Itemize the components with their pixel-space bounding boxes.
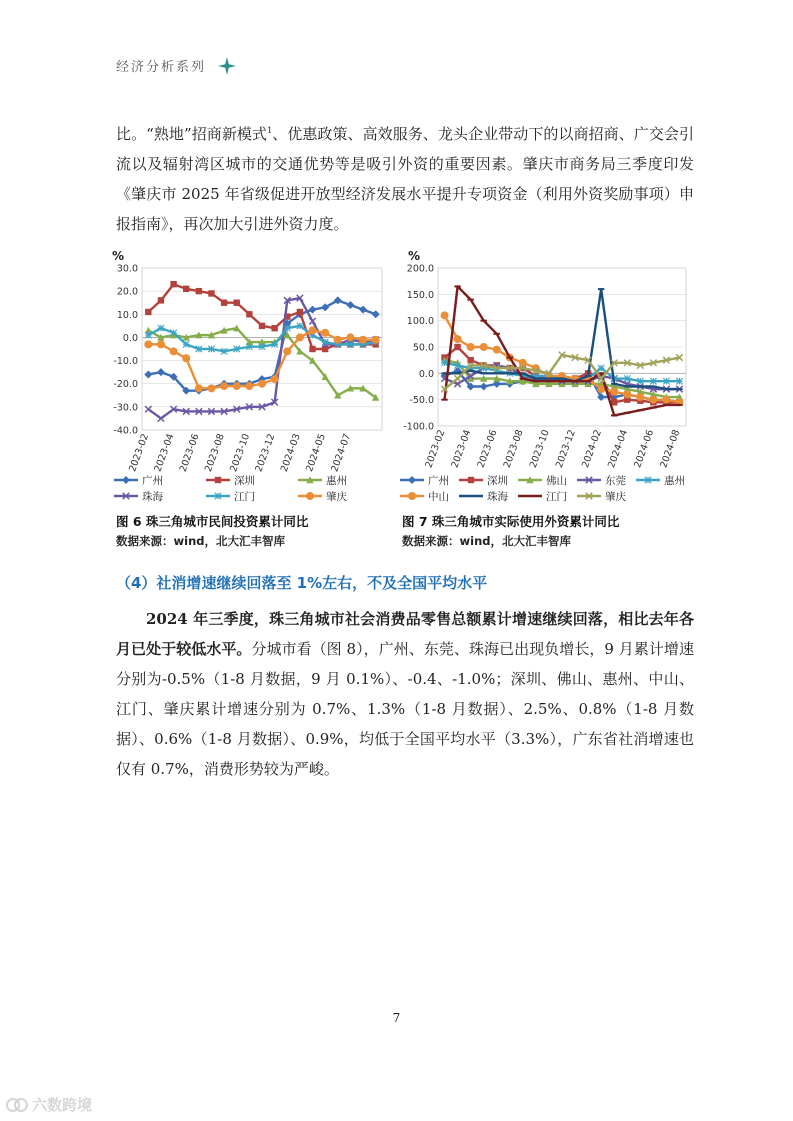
- y-tick-label: -40.0: [113, 425, 138, 437]
- y-tick-label: 30.0: [116, 263, 138, 275]
- data-point: [610, 388, 618, 396]
- page-header: [116, 56, 236, 75]
- y-tick-label: 0.0: [122, 332, 138, 344]
- section-heading: （4）社消增速继续回落至 1%左右，不及全国平均水平: [116, 574, 488, 592]
- y-tick-label: 150.0: [406, 289, 434, 301]
- data-point: [454, 375, 460, 381]
- data-point: [221, 348, 227, 354]
- legend-item: [577, 474, 626, 487]
- y-tick-label: 50.0: [412, 342, 434, 354]
- y-tick-label: 100.0: [406, 316, 434, 328]
- figure-7-caption: 图 7 珠三角城市实际使用外资累计同比: [402, 514, 620, 529]
- data-point: [145, 309, 151, 315]
- data-point: [467, 343, 475, 351]
- legend-label: 肇庆: [326, 491, 347, 503]
- x-tick-label: 2023-12: [253, 432, 278, 474]
- data-point: [144, 370, 152, 378]
- legend-item: [459, 474, 508, 487]
- paragraph-body: 分城市看（图 8），广州、东莞、珠海已出现负增长，9 月累计增速分别为-0.5%（1-8 月数据，9 月 0.1%）、-0.4、-1.0%；深圳、佛山、惠州、中山、江门、肇庆累计增速分别为 0.7%、1.3%（1-8 月数据）、2.5%、0.8%（1-8 月数据）、0.6%（1-8 月数据）、0.9%，均低于全国平均水平（3.3%），广东省社消增速也仅有 0.7%，消费形势较为严峻。: [116, 640, 694, 778]
- watermark: [6, 1094, 92, 1115]
- figure-6-caption: 图 6 珠三角城市民间投资累计同比: [116, 514, 309, 529]
- data-point: [636, 393, 644, 401]
- y-tick-label: 0.0: [418, 368, 434, 380]
- data-point: [359, 306, 367, 314]
- legend-marker: [215, 477, 221, 483]
- data-point: [259, 323, 265, 329]
- x-tick-label: 2024-05: [304, 432, 328, 474]
- y-tick-label: 200.0: [406, 263, 434, 275]
- data-point: [321, 329, 329, 337]
- data-point: [480, 343, 488, 351]
- legend-marker: [306, 492, 314, 500]
- legend-item: [298, 490, 347, 503]
- data-point: [220, 382, 228, 390]
- legend-label: 惠州: [326, 475, 347, 487]
- data-point: [271, 375, 279, 383]
- x-tick-label: 2024-03: [278, 432, 303, 474]
- data-point: [158, 297, 164, 303]
- y-tick-label: -20.0: [113, 379, 138, 391]
- page-number: 7: [392, 1011, 401, 1025]
- x-tick-label: 2023-06: [475, 428, 500, 470]
- legend-marker: [122, 476, 130, 484]
- data-point: [170, 330, 176, 336]
- y-tick-label: -100.0: [403, 421, 434, 433]
- data-point: [309, 306, 317, 314]
- footnote-marker: 1: [267, 126, 273, 135]
- data-point: [372, 310, 380, 318]
- legend-marker: [645, 477, 651, 483]
- y-unit-label: %: [112, 249, 125, 263]
- legend-marker: [408, 492, 416, 500]
- data-point: [359, 336, 367, 344]
- x-tick-label: 2023-02: [127, 432, 152, 474]
- data-point: [623, 390, 631, 398]
- legend-label: 深圳: [234, 475, 255, 487]
- data-point: [158, 325, 164, 331]
- data-point: [145, 332, 151, 338]
- legend-item: [400, 474, 449, 487]
- logo-icon: [6, 1097, 28, 1113]
- series-line: [445, 286, 680, 415]
- legend-marker: [468, 477, 474, 483]
- data-point: [157, 368, 165, 376]
- data-point: [207, 384, 215, 392]
- y-tick-label: 10.0: [116, 309, 138, 321]
- legend-item: [206, 490, 255, 503]
- paragraph-bold-lead: 2024 年三季度，珠三角城市社会消费品零售总额累计增速继续回落，相比去年各月已处于较低水平。: [116, 610, 694, 658]
- data-point: [183, 286, 189, 292]
- data-point: [663, 378, 669, 384]
- chart-figure-6: [108, 244, 388, 510]
- legend-label: 珠海: [142, 491, 163, 503]
- data-point: [309, 326, 317, 334]
- x-tick-label: 2023-08: [203, 432, 227, 474]
- paragraph-text-part2: 、优惠政策、高效服务、龙头企业带动下的以商招商、广交会引流以及辐射湾区城市的交通优势等是吸引外资的重要因素。肇庆市商务局三季度印发《肇庆市 2025 年省级促进开放型经济发展水平提升专项资金（利用外资奖励事项）申报指南》，再次加大引进外资力度。: [116, 125, 694, 233]
- data-point: [347, 341, 353, 347]
- data-point: [158, 415, 164, 421]
- data-point: [334, 336, 342, 344]
- series-珠海: [145, 295, 379, 422]
- x-tick-label: 2024-07: [329, 432, 354, 474]
- legend-item: [459, 490, 508, 503]
- legend-label: 东莞: [605, 475, 626, 487]
- x-tick-label: 2023-12: [553, 428, 578, 470]
- legend-label: 珠海: [487, 491, 508, 503]
- chart-figure-7: [398, 244, 698, 510]
- data-point: [454, 362, 460, 368]
- legend-label: 佛山: [546, 475, 567, 487]
- data-point: [676, 378, 682, 384]
- figure-7-source: 数据来源：wind，北大汇丰智库: [402, 534, 571, 548]
- y-unit-label: %: [408, 249, 421, 263]
- data-point: [233, 382, 241, 390]
- paragraph-text-part1: 比。“熟地”招商新模式: [116, 125, 268, 143]
- watermark-text: 六数跨境: [32, 1096, 93, 1114]
- chart-6-svg: [108, 244, 388, 506]
- data-point: [454, 344, 460, 350]
- data-point: [246, 311, 252, 317]
- x-tick-label: 2023-04: [449, 428, 474, 470]
- x-tick-label: 2023-10: [228, 432, 253, 474]
- x-tick-label: 2024-04: [606, 428, 631, 470]
- data-point: [245, 382, 253, 390]
- series-惠州: [145, 324, 380, 400]
- legend-item: [298, 474, 347, 487]
- x-tick-label: 2023-10: [527, 428, 552, 470]
- data-point: [296, 333, 304, 341]
- data-point: [650, 378, 656, 384]
- data-point: [157, 340, 165, 348]
- data-point: [234, 346, 240, 352]
- data-point: [183, 341, 189, 347]
- x-tick-label: 2024-02: [580, 428, 604, 470]
- data-point: [598, 365, 604, 371]
- legend-item: [518, 490, 567, 503]
- data-point: [480, 383, 488, 391]
- star-icon: [218, 57, 236, 75]
- data-point: [624, 375, 630, 381]
- legend-marker: [408, 476, 416, 484]
- data-point: [297, 309, 303, 315]
- x-tick-label: 2023-06: [177, 432, 202, 474]
- legend-item: [400, 490, 449, 503]
- data-point: [637, 378, 643, 384]
- y-tick-label: -30.0: [113, 402, 138, 414]
- series-江门: [441, 286, 682, 415]
- data-point: [309, 346, 315, 352]
- figure-6-source: 数据来源：wind，北大汇丰智库: [116, 534, 285, 548]
- data-point: [259, 343, 265, 349]
- data-point: [271, 325, 277, 331]
- legend-item: [114, 474, 163, 487]
- data-point: [283, 347, 291, 355]
- legend-item: [114, 490, 163, 503]
- data-point: [170, 281, 176, 287]
- data-point: [182, 354, 190, 362]
- paragraph-consumption: [116, 604, 694, 784]
- y-tick-label: -50.0: [409, 395, 434, 407]
- data-point: [346, 333, 354, 341]
- chart-7-svg: [398, 244, 698, 506]
- x-tick-label: 2023-08: [501, 428, 526, 470]
- data-point: [662, 396, 670, 404]
- legend-label: 深圳: [487, 475, 508, 487]
- data-point: [649, 396, 657, 404]
- legend-label: 广州: [428, 475, 449, 487]
- paragraph-intro: [116, 116, 694, 239]
- data-point: [246, 343, 252, 349]
- legend-label: 肇庆: [605, 491, 626, 503]
- legend-label: 江门: [234, 491, 255, 503]
- data-point: [297, 323, 303, 329]
- x-tick-label: 2023-02: [423, 428, 448, 470]
- x-tick-label: 2023-04: [152, 432, 177, 474]
- data-point: [170, 347, 178, 355]
- y-tick-label: -10.0: [113, 356, 138, 368]
- legend-label: 惠州: [664, 475, 685, 487]
- legend-label: 江门: [546, 491, 567, 503]
- data-point: [258, 380, 266, 388]
- legend-label: 广州: [142, 475, 163, 487]
- x-tick-label: 2024-08: [658, 428, 683, 470]
- data-point: [454, 335, 462, 343]
- data-point: [322, 339, 328, 345]
- data-point: [208, 290, 214, 296]
- legend-label: 中山: [428, 491, 449, 503]
- data-point: [493, 346, 501, 354]
- data-point: [441, 360, 447, 366]
- legend-item: [518, 474, 567, 487]
- y-tick-label: 20.0: [116, 286, 138, 298]
- data-point: [441, 311, 449, 319]
- series-line: [445, 315, 680, 402]
- data-point: [271, 341, 277, 347]
- data-point: [196, 346, 202, 352]
- legend-marker: [215, 493, 221, 499]
- legend-item: [206, 474, 255, 487]
- legend-item: [577, 490, 626, 503]
- data-point: [196, 288, 202, 294]
- data-point: [346, 301, 354, 309]
- data-point: [144, 340, 152, 348]
- series-title: 经济分析系列: [116, 60, 207, 75]
- data-point: [221, 300, 227, 306]
- x-tick-label: 2024-06: [632, 428, 657, 470]
- legend-item: [636, 474, 685, 487]
- data-point: [284, 325, 290, 331]
- data-point: [372, 336, 380, 344]
- data-point: [234, 300, 240, 306]
- data-point: [195, 384, 203, 392]
- data-point: [208, 346, 214, 352]
